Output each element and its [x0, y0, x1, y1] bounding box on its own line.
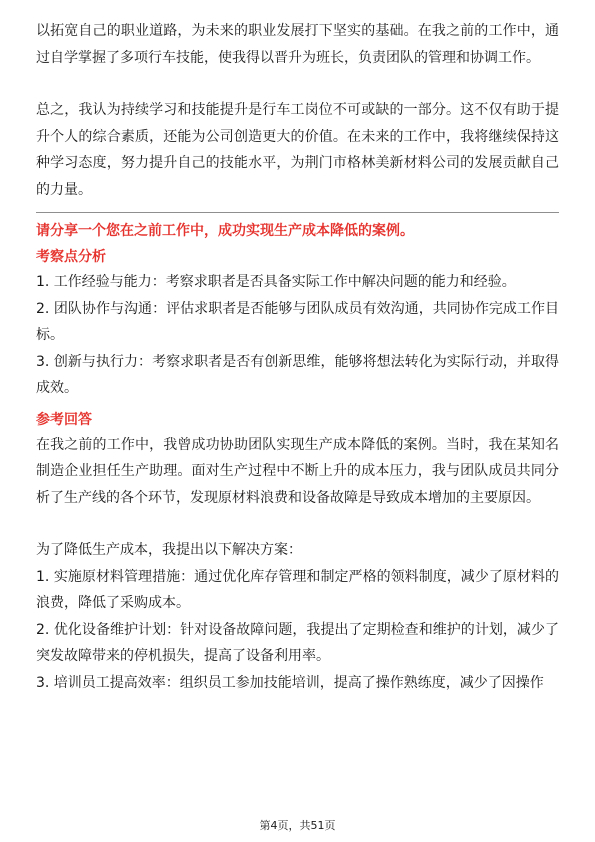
question-heading: 请分享一个您在之前工作中，成功实现生产成本降低的案例。: [36, 223, 414, 239]
answer-paragraph: 在我之前的工作中，我曾成功协助团队实现生产成本降低的案例。当时，我在某知名制造企业担任生产助理。面对生产过程中不断上升的成本压力，我与团队成员共同分析了生产线的各个环节，发现原材料浪费和设备故障是导致成本增加的主要原因。: [36, 436, 559, 506]
intro-paragraph: 以拓宽自己的职业道路，为未来的职业发展打下坚实的基础。在我之前的工作中，通过自学掌握了多项行车技能，使我得以晋升为班长，负责团队的管理和协调工作。: [36, 23, 559, 66]
analysis-item: 1. 工作经验与能力：考察求职者是否具备实际工作中解决问题的能力和经验。: [36, 274, 516, 290]
solution-lead: 为了降低生产成本，我提出以下解决方案：: [36, 542, 302, 558]
analysis-item: 3. 创新与执行力：考察求职者是否有创新思维，能够将想法转化为实际行动，并取得成效。: [36, 353, 559, 396]
section-divider: [36, 212, 559, 213]
analysis-item: 2. 团队协作与沟通：评估求职者是否能够与团队成员有效沟通，共同协作完成工作目标。: [36, 300, 559, 343]
solution-item: 1. 实施原材料管理措施：通过优化库存管理和制定严格的领料制度，减少了原材料的浪费，降低了采购成本。: [36, 568, 559, 611]
document-page: [36, 18, 559, 696]
conclusion-paragraph: 总之，我认为持续学习和技能提升是行车工岗位不可或缺的一部分。这不仅有助于提升个人的综合素质，还能为公司创造更大的价值。在未来的工作中，我将继续保持这种学习态度，努力提升自己的技能水平，为荆门市格林美新材料公司的发展贡献自己的力量。: [36, 102, 559, 198]
solution-item: 3. 培训员工提高效率：组织员工参加技能培训，提高了操作熟练度，减少了因操作: [36, 674, 544, 691]
answer-title: 参考回答: [36, 411, 92, 428]
analysis-title: 考察点分析: [36, 249, 106, 265]
solution-item: 2. 优化设备维护计划：针对设备故障问题，我提出了定期检查和维护的计划，减少了突发故障带来的停机损失，提高了设备利用率。: [36, 621, 559, 664]
page-number: 第4页，共51页: [259, 819, 336, 832]
